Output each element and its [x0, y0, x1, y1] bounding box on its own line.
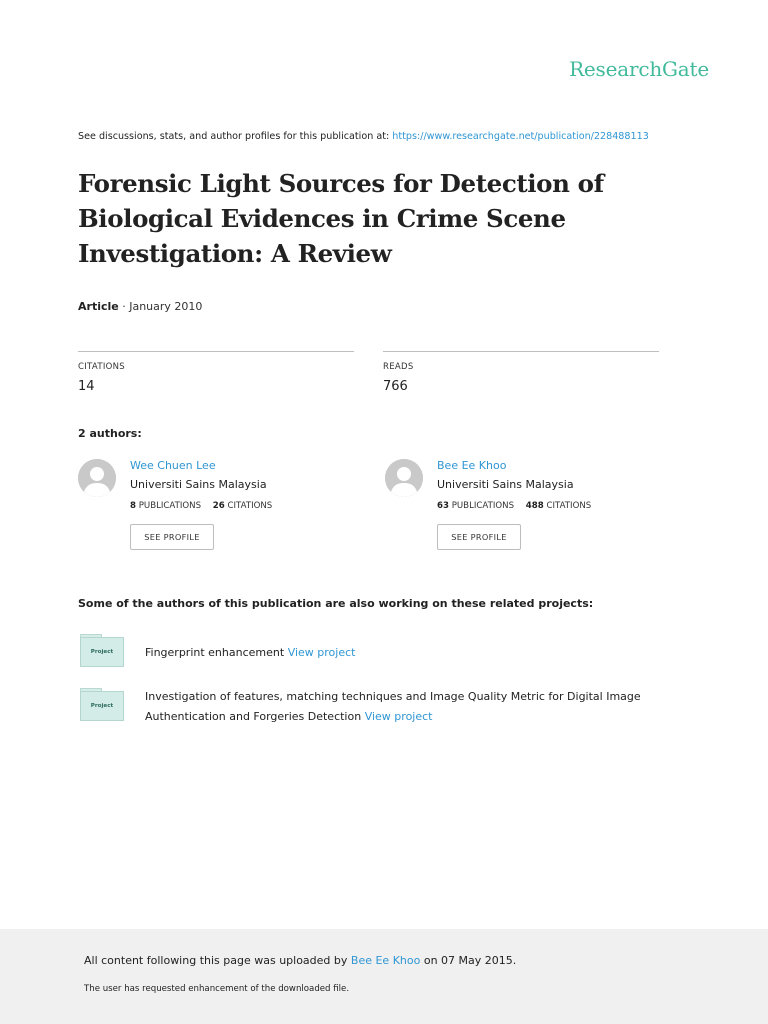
upload-footer: [0, 929, 768, 1024]
publication-url-link[interactable]: https://www.researchgate.net/publication/228488113: [392, 131, 649, 142]
author-citations-count: 26: [212, 501, 225, 511]
author-card: [385, 459, 675, 554]
reads-label: READS: [383, 362, 414, 372]
discussion-line: [78, 131, 649, 142]
authors-heading: 2 authors:: [78, 427, 142, 440]
project-icon-label: Project: [80, 637, 124, 667]
author-stats: [437, 501, 591, 511]
avatar-icon[interactable]: [78, 459, 116, 497]
researchgate-logo[interactable]: ResearchGate: [569, 57, 709, 81]
upload-date: on 07 May 2015.: [423, 954, 517, 967]
citations-value: 14: [78, 379, 95, 394]
citations-label: CITATIONS: [78, 362, 125, 372]
project-folder-icon[interactable]: [80, 634, 124, 667]
article-meta: [78, 300, 202, 313]
author-citations-label: CITATIONS: [546, 501, 592, 511]
discussion-text: See discussions, stats, and author profiles for this publication at:: [78, 131, 390, 142]
citations-stat: [78, 351, 354, 394]
project-title: Fingerprint enhancement: [145, 646, 285, 659]
uploader-link[interactable]: Bee Ee Khoo: [350, 954, 421, 967]
reads-stat: [383, 351, 659, 394]
related-projects-heading: Some of the authors of this publication are also working on these related projects:: [78, 597, 594, 610]
author-citations-count: 488: [525, 501, 544, 511]
author-name-link[interactable]: Bee Ee Khoo: [437, 459, 507, 472]
enhancement-note: The user has requested enhancement of the downloaded file.: [84, 984, 350, 994]
reads-value: 766: [383, 379, 408, 394]
publications-label: PUBLICATIONS: [138, 501, 202, 511]
article-date: January 2010: [129, 300, 203, 313]
project-icon-label: Project: [80, 691, 124, 721]
view-project-link[interactable]: View project: [287, 646, 356, 659]
author-institution: Universiti Sains Malaysia: [437, 478, 574, 491]
project-item: [145, 643, 665, 663]
avatar-icon[interactable]: [385, 459, 423, 497]
upload-prefix: All content following this page was uploaded by: [84, 954, 348, 967]
publications-count: 63: [437, 501, 449, 511]
project-folder-icon[interactable]: [80, 688, 124, 721]
article-type: Article: [78, 300, 119, 313]
project-item: [145, 687, 665, 727]
publications-label: PUBLICATIONS: [451, 501, 515, 511]
author-name-link[interactable]: Wee Chuen Lee: [130, 459, 216, 472]
view-project-link[interactable]: View project: [364, 710, 433, 723]
author-institution: Universiti Sains Malaysia: [130, 478, 267, 491]
see-profile-button[interactable]: SEE PROFILE: [130, 524, 214, 550]
author-card: [78, 459, 368, 554]
publication-title: Forensic Light Sources for Detection of Biological Evidences in Crime Scene Investigation: A Review: [78, 169, 604, 268]
meta-separator: ·: [122, 300, 126, 313]
project-title: Investigation of features, matching techniques and Image Quality Metric for Digital Image Authentication and Forgeries Detection: [145, 690, 641, 723]
upload-info: [84, 954, 516, 967]
see-profile-button[interactable]: SEE PROFILE: [437, 524, 521, 550]
author-citations-label: CITATIONS: [227, 501, 273, 511]
publications-count: 8: [130, 501, 136, 511]
author-stats: [130, 501, 272, 511]
